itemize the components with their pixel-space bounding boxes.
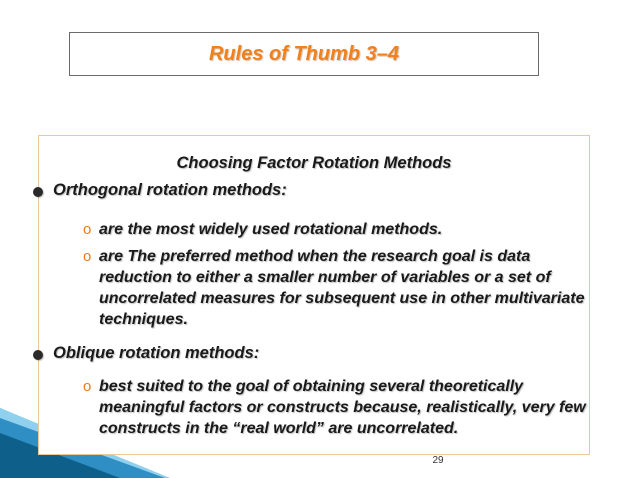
bullet-item bbox=[33, 181, 287, 200]
bullet-label: Oblique rotation methods: bbox=[53, 344, 260, 362]
content-subtitle: Choosing Factor Rotation Methods bbox=[176, 154, 452, 172]
sub-bullet-item bbox=[83, 219, 587, 240]
sub-bullet-marker: o bbox=[83, 248, 92, 265]
slide-title: Rules of Thumb 3–4 bbox=[208, 42, 400, 65]
bullet-label: Orthogonal rotation methods: bbox=[53, 181, 287, 199]
sub-bullet-text: are the most widely used rotational methods. bbox=[99, 221, 443, 238]
sub-bullet-item bbox=[83, 246, 587, 330]
bullet-dot-icon bbox=[33, 350, 43, 360]
sub-bullet-marker: o bbox=[83, 221, 92, 238]
bullet-item bbox=[33, 344, 259, 363]
bullet-dot-icon bbox=[33, 187, 43, 197]
sub-bullet-marker: o bbox=[83, 378, 92, 395]
sub-bullet-text: best suited to the goal of obtaining several theoretically meaningful factors or constructs because, realistically, very few constructs in the “real world” are uncorrelated. bbox=[99, 378, 586, 437]
sub-bullet-item bbox=[83, 376, 587, 439]
content-box bbox=[38, 135, 590, 455]
page-number: 29 bbox=[432, 455, 444, 466]
title-box bbox=[69, 32, 539, 76]
sub-bullet-text: are The preferred method when the research goal is data reduction to either a smaller number of variables or a set of uncorrelated measures for subsequent use in other multivariate techniques. bbox=[99, 248, 585, 328]
